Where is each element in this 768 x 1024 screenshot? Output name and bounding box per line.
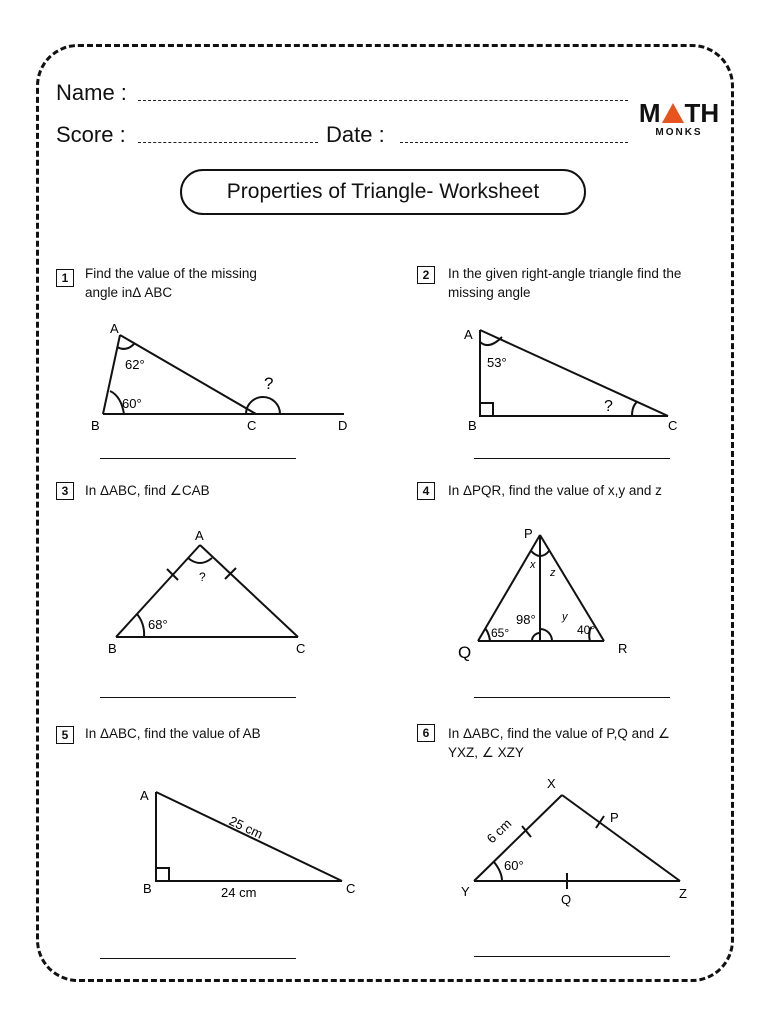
q2-angle-a: 53° — [487, 355, 507, 370]
question-number-5: 5 — [56, 726, 74, 744]
q4-vertex-r: R — [618, 641, 628, 656]
name-label: Name : — [56, 80, 127, 105]
question-text-2: In the given right-angle triangle find the missing angle — [448, 266, 682, 300]
q4-angle-98: 98° — [516, 612, 536, 627]
logo-subtext: MONKS — [655, 127, 703, 138]
q6-side-length: 6 cm — [483, 815, 515, 847]
q1-angle-b: 60° — [122, 396, 142, 411]
date-label: Date : — [326, 122, 385, 147]
question-text-6: In ΔABC, find the value of P,Q and ∠ YXZ, ∠ XZY — [448, 726, 670, 760]
score-label: Score : — [56, 122, 126, 147]
q6-triangle-xyz-figure — [474, 795, 680, 889]
q1-vertex-d: D — [338, 418, 348, 433]
q2-vertex-c: C — [668, 418, 678, 433]
q4-vertex-q: Q — [458, 643, 472, 662]
q4-angle-x: x — [530, 559, 536, 571]
logo-text-th: TH — [684, 98, 720, 128]
question-text-4: In ΔPQR, find the value of x,y and z — [448, 483, 662, 498]
q1-vertex-a: A — [110, 321, 119, 336]
question-number-2: 2 — [417, 266, 435, 284]
q3-vertex-a: A — [195, 528, 204, 543]
q3-vertex-c: C — [296, 641, 306, 656]
q2-vertex-b: B — [468, 418, 477, 433]
question-number-1: 1 — [56, 269, 74, 287]
q6-angle-y: 60° — [504, 858, 524, 873]
q6-label-p: P — [610, 810, 619, 825]
q6-vertex-z: Z — [679, 886, 687, 901]
q5-base-length: 24 cm — [221, 885, 257, 900]
q6-vertex-x: X — [547, 776, 556, 791]
q4-angle-r: 40° — [577, 623, 596, 637]
logo-text-m: M — [638, 98, 661, 128]
question-number-4: 4 — [417, 482, 435, 500]
q5-hypotenuse-length: 25 cm — [226, 813, 266, 842]
q4-angle-z: z — [550, 567, 556, 579]
q1-vertex-b: B — [91, 418, 100, 433]
q6-label-q: Q — [561, 892, 572, 907]
question-number-3: 3 — [56, 482, 74, 500]
q3-isosceles-triangle-figure — [116, 545, 298, 637]
question-number-6: 6 — [417, 724, 435, 742]
q2-unknown-angle: ? — [604, 398, 613, 415]
q1-unknown-angle: ? — [264, 374, 274, 393]
q4-angle-y: y — [562, 611, 568, 623]
question-text-5: In ΔABC, find the value of AB — [85, 726, 261, 741]
q4-angle-q: 65° — [491, 626, 510, 640]
q1-vertex-c: C — [247, 418, 257, 433]
worksheet-title: Properties of Triangle- Worksheet — [226, 180, 540, 203]
q3-unknown-angle: ? — [199, 570, 206, 584]
question-text-3: In ΔABC, find ∠CAB — [85, 483, 210, 498]
q2-vertex-a: A — [464, 327, 473, 342]
q1-angle-a: 62° — [125, 357, 145, 372]
q3-vertex-b: B — [108, 641, 117, 656]
q4-vertex-p: P — [524, 526, 533, 541]
q3-angle-b: 68° — [148, 617, 168, 632]
q5-vertex-a: A — [140, 788, 149, 803]
q6-vertex-y: Y — [461, 884, 470, 899]
q5-vertex-c: C — [346, 881, 356, 896]
q2-right-triangle-figure — [480, 330, 668, 416]
q5-vertex-b: B — [143, 881, 152, 896]
question-text-1: Find the value of the missing angle inΔ ABC — [85, 266, 257, 300]
